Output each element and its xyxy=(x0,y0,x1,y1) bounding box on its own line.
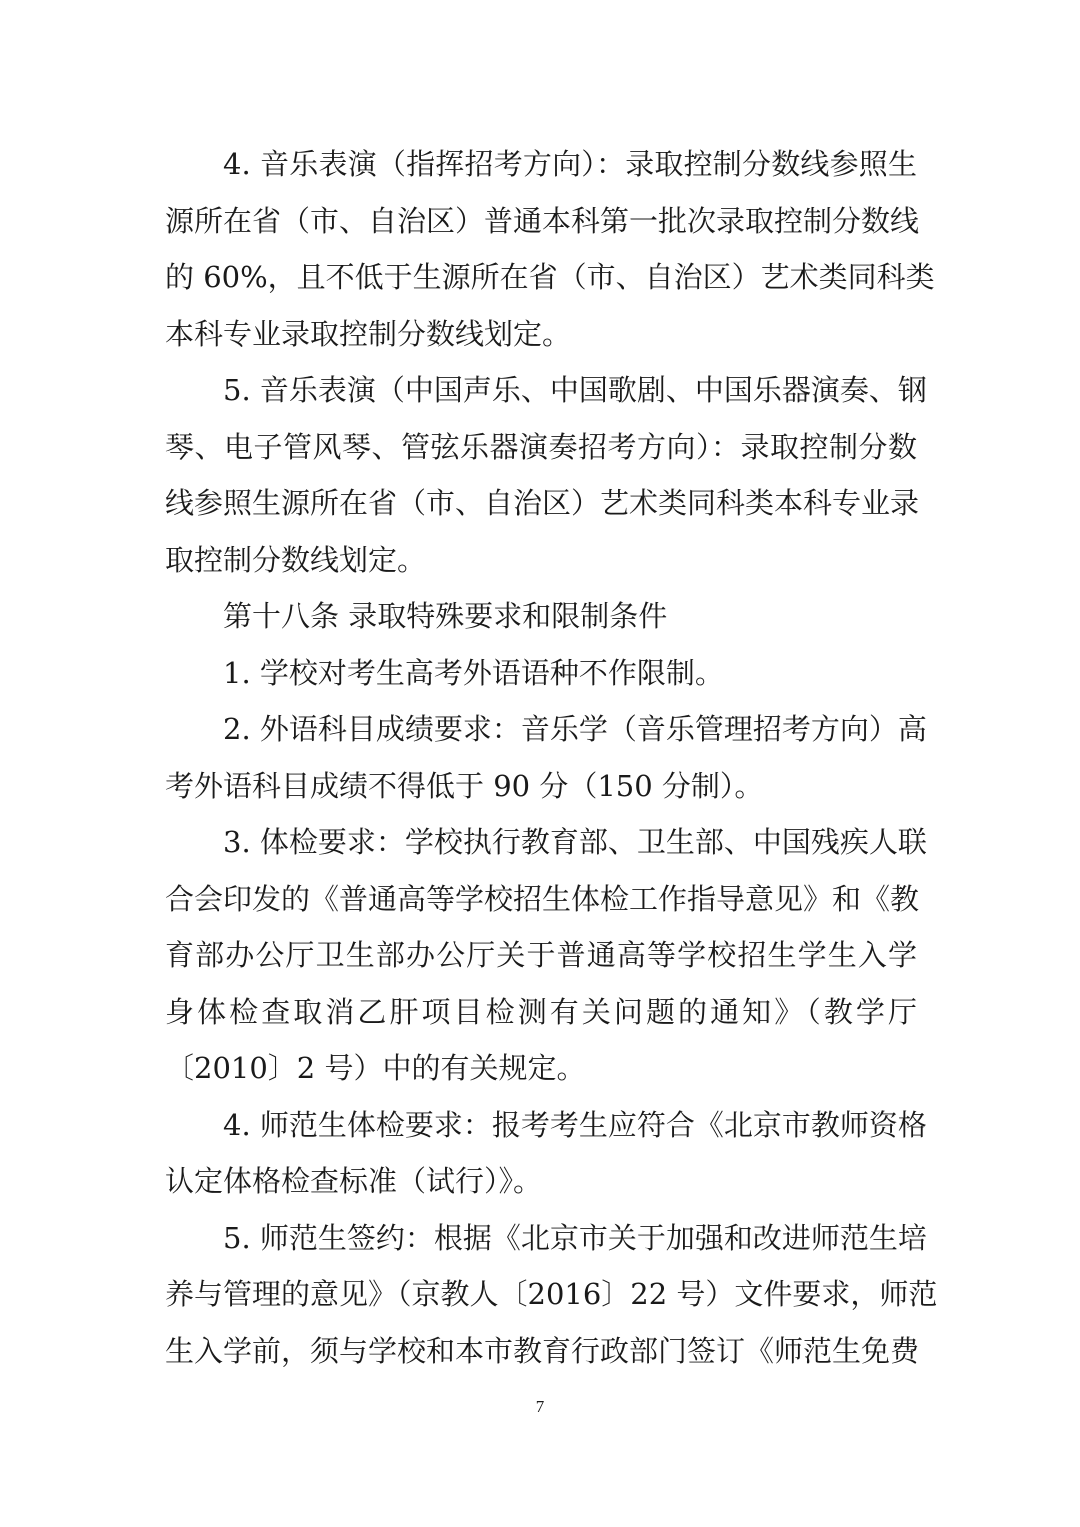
article-18-heading xyxy=(165,588,917,645)
text-line: 5. 师范生签约：根据《北京市关于加强和改进师范生培 xyxy=(223,1220,927,1255)
text-line: 4. 师范生体检要求：报考考生应符合《北京市教师资格 xyxy=(223,1107,927,1142)
text-line: 线参照生源所在省（市、自治区）艺术类同科类本科专业录 xyxy=(165,486,920,520)
text-line: 5. 音乐表演（中国声乐、中国歌剧、中国乐器演奏、钢 xyxy=(223,373,927,407)
paragraph-req-4-normal-student-exam xyxy=(165,1097,927,1210)
text-line: 2. 外语科目成绩要求：音乐学（音乐管理招考方向）高 xyxy=(223,712,927,746)
text-line: 源所在省（市、自治区）普通本科第一批次录取控制分数线 xyxy=(165,203,920,238)
text-line: 的 60%，且不低于生源所在省（市、自治区）艺术类同科类 xyxy=(165,260,935,294)
text-line: 考外语科目成绩不得低于 90 分（150 分制）。 xyxy=(165,768,764,803)
text-line: 4. 音乐表演（指挥招考方向）：录取控制分数线参照生 xyxy=(223,147,917,181)
text-line: 认定体格检查标准（试行）》。 xyxy=(165,1164,543,1198)
text-line: 生入学前，须与学校和本市教育行政部门签订《师范生免费 xyxy=(165,1333,920,1368)
section-heading: 第十八条 录取特殊要求和限制条件 xyxy=(223,599,668,633)
paragraph-item-4-conducting xyxy=(165,136,935,362)
document-body xyxy=(165,136,938,1379)
paragraph-req-2-foreign-language-score xyxy=(165,701,927,814)
page-number: 7 xyxy=(535,1397,545,1416)
text-line: 琴、电子管风琴、管弦乐器演奏招考方向）：录取控制分数 xyxy=(165,429,917,464)
text-line: 养与管理的意见》（京教人〔2016〕22 号）文件要求，师范 xyxy=(165,1277,938,1311)
paragraph-req-5-normal-student-contract xyxy=(165,1210,938,1380)
paragraph-req-3-physical-exam xyxy=(165,814,927,1097)
paragraph-req-1-language xyxy=(165,645,917,702)
text-line: 身体检查取消乙肝项目检测有关问题的通知》（教学厅 xyxy=(165,994,917,1029)
text-line: 1. 学校对考生高考外语语种不作限制。 xyxy=(223,655,724,690)
text-line: 3. 体检要求：学校执行教育部、卫生部、中国残疾人联 xyxy=(223,825,927,859)
text-line: 本科专业录取控制分数线划定。 xyxy=(165,316,572,351)
text-line: 取控制分数线划定。 xyxy=(165,542,427,577)
text-line: 合会印发的《普通高等学校招生体检工作指导意见》和《教 xyxy=(165,881,920,916)
paragraph-item-5-performance xyxy=(165,362,927,588)
text-line: 育部办公厅卫生部办公厅关于普通高等学校招生学生入学 xyxy=(165,938,917,972)
text-line: 〔2010〕2 号）中的有关规定。 xyxy=(165,1051,586,1085)
